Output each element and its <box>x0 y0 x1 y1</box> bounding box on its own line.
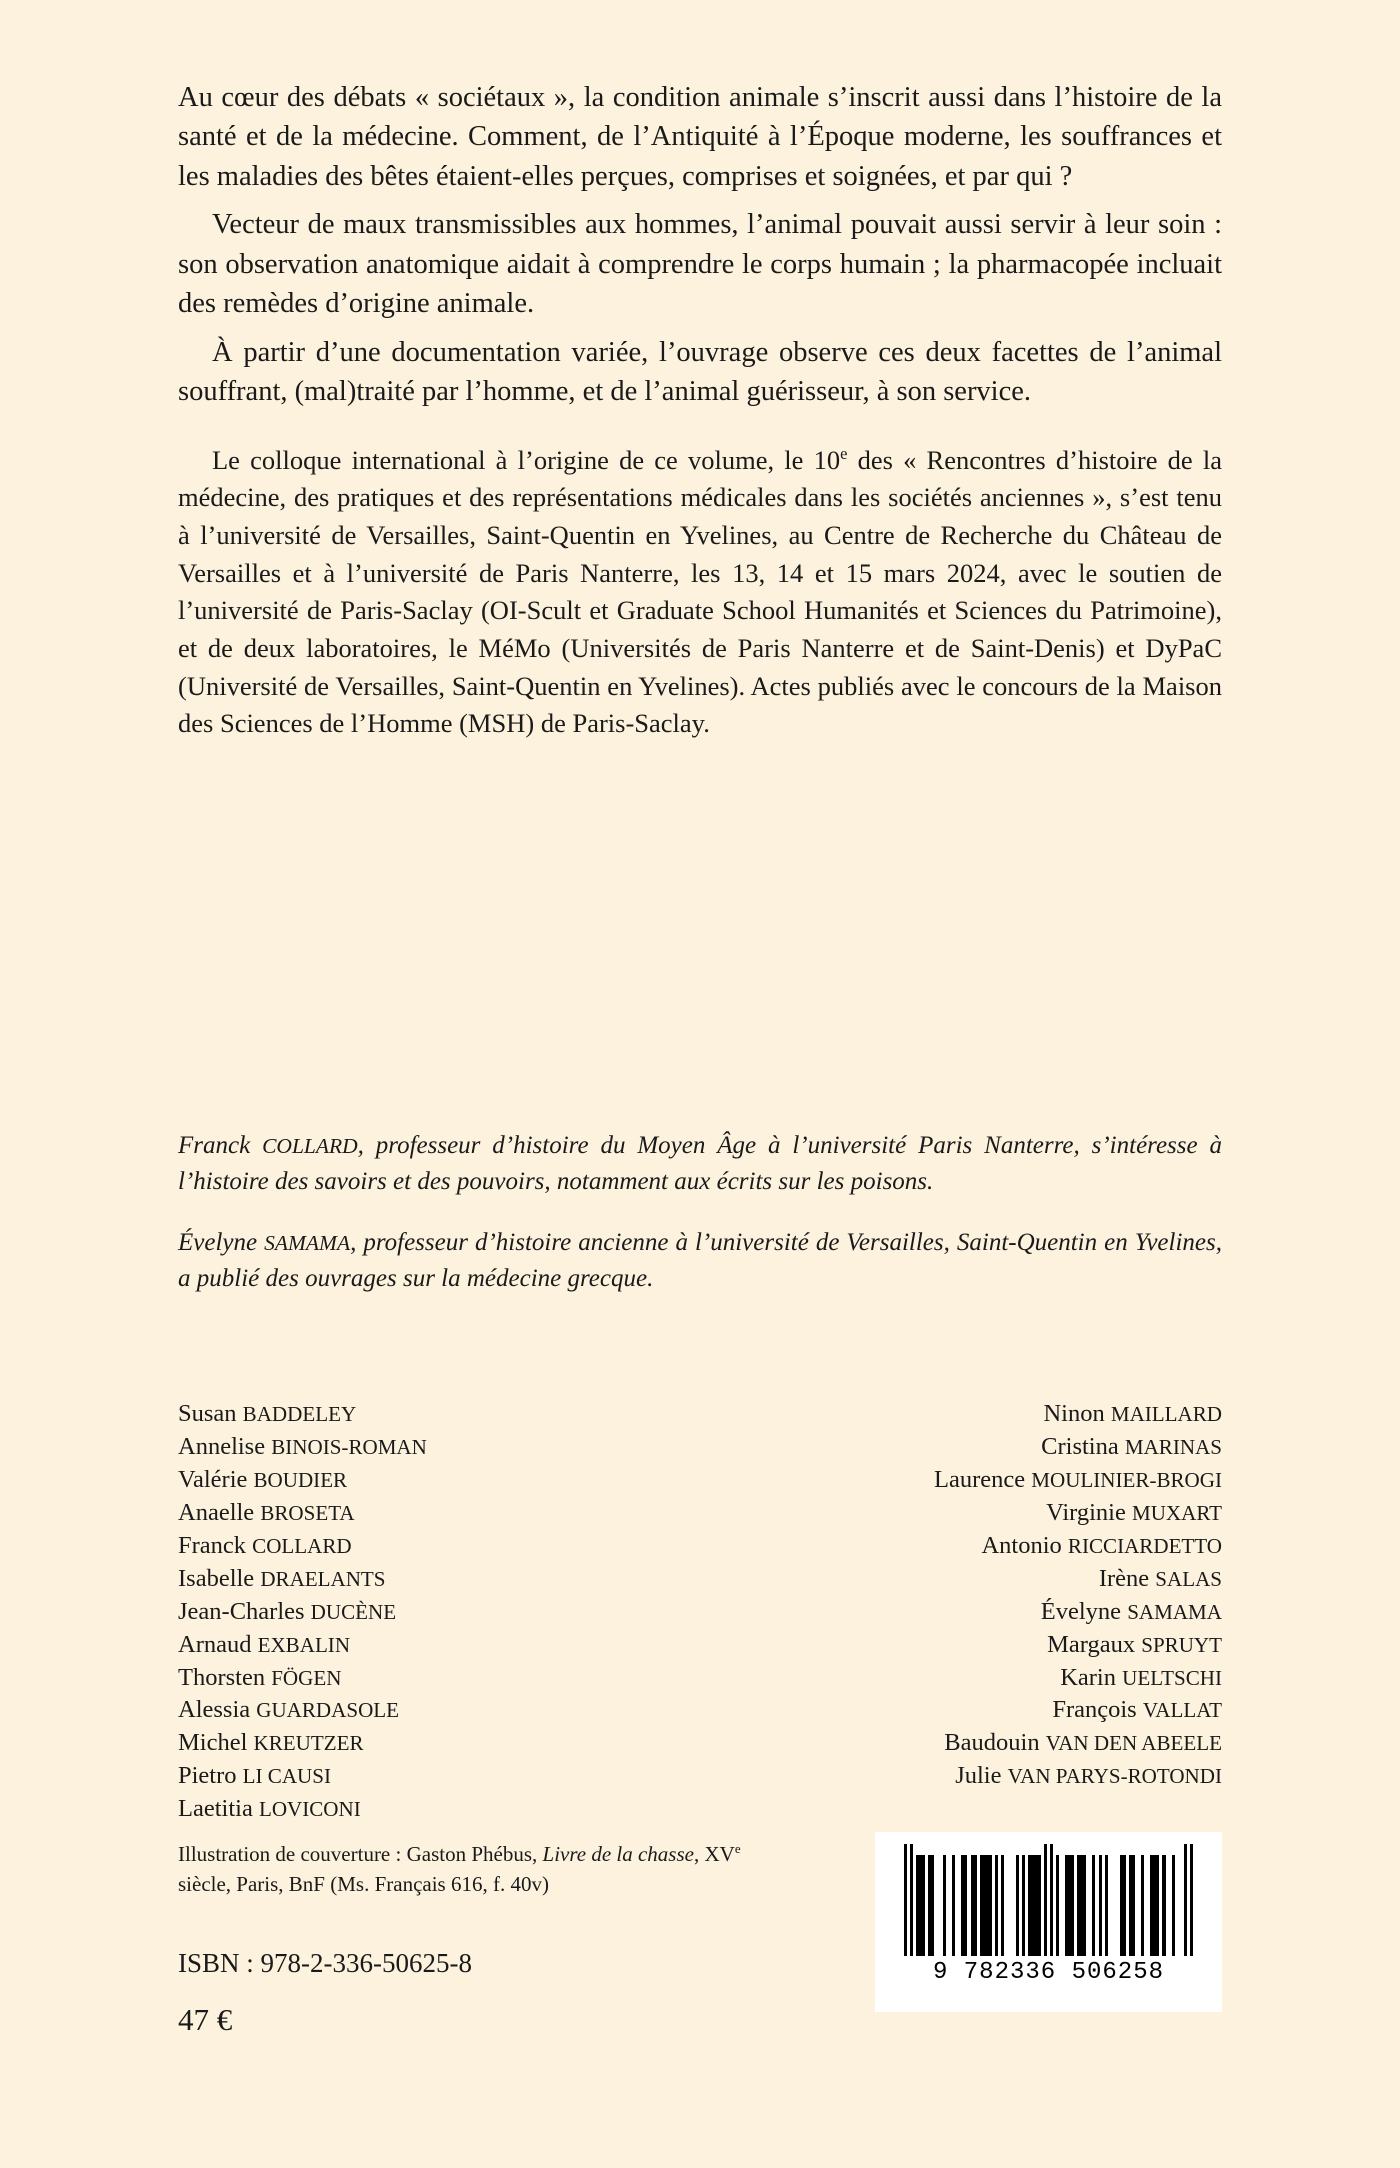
contributor-given-name: Michel <box>178 1729 254 1757</box>
contributor-family-name: SALAS <box>1155 1566 1222 1591</box>
contributor-item <box>178 1760 427 1793</box>
contributor-family-name: VAN PARYS-ROTONDI <box>1007 1764 1222 1789</box>
contributor-item <box>934 1727 1222 1760</box>
contributor-family-name: BINOIS-ROMAN <box>271 1434 427 1459</box>
contributor-item <box>178 1497 427 1530</box>
credit-prefix: Illustration de couverture : Gaston Phébus, <box>178 1842 543 1866</box>
contributor-item <box>934 1596 1222 1629</box>
contributor-given-name: Thorsten <box>178 1663 272 1691</box>
contributor-item <box>934 1530 1222 1563</box>
contributor-item <box>178 1793 427 1826</box>
contributor-family-name: MOULINIER-BROGI <box>1031 1467 1222 1492</box>
contributor-item <box>178 1662 427 1695</box>
contributor-family-name: DUCÈNE <box>310 1599 397 1624</box>
editor-bio-1 <box>178 1128 1222 1199</box>
contributor-family-name: GUARDASOLE <box>256 1698 400 1723</box>
contributor-family-name: RICCIARDETTO <box>1067 1533 1222 1558</box>
contributor-item <box>178 1530 427 1563</box>
contributor-family-name: LI CAUSI <box>242 1764 331 1789</box>
contributor-item <box>178 1563 427 1596</box>
contributor-family-name: LOVICONI <box>258 1797 361 1822</box>
contributor-family-name: DRAELANTS <box>260 1566 386 1591</box>
editor-2-given-name: Évelyne <box>178 1229 265 1256</box>
contributor-given-name: Virginie <box>1046 1498 1132 1526</box>
contributor-item <box>934 1398 1222 1431</box>
contributor-item <box>934 1431 1222 1464</box>
editor-1-given-name: Franck <box>178 1132 263 1159</box>
barcode-bars <box>904 1844 1194 1956</box>
contributor-given-name: Karin <box>1060 1663 1123 1691</box>
contributor-family-name: SAMAMA <box>1127 1599 1222 1624</box>
contributor-given-name: Jean-Charles <box>178 1597 311 1625</box>
editor-1-description: , professeur d’histoire du Moyen Âge à l’université Paris Nanterre, s’intéresse à l’histoire des savoirs et des pouvoirs, notamment aux écrits sur les poisons. <box>178 1132 1222 1195</box>
contributor-family-name: VALLAT <box>1142 1698 1222 1723</box>
contributor-item <box>934 1694 1222 1727</box>
contributor-family-name: BADDELEY <box>242 1402 357 1426</box>
contributors-column-left <box>178 1398 427 1826</box>
contributor-given-name: Margaux <box>1047 1630 1142 1658</box>
contributor-item <box>178 1629 427 1662</box>
contributor-given-name: Laetitia <box>178 1795 259 1823</box>
colloque-paragraph <box>178 442 1222 743</box>
contributor-item <box>934 1464 1222 1497</box>
editor-1-family-name: COLLARD <box>262 1134 358 1158</box>
contributor-item <box>178 1431 427 1464</box>
contributor-given-name: Baudouin <box>944 1729 1046 1757</box>
contributor-item <box>178 1464 427 1497</box>
contributor-item <box>934 1662 1222 1695</box>
contributor-given-name: François <box>1052 1696 1143 1724</box>
contributors-column-right <box>934 1398 1222 1826</box>
credit-suffix: siècle, Paris, BnF (Ms. Français 616, f. 40v) <box>178 1871 549 1896</box>
contributor-family-name: SPRUYT <box>1141 1632 1222 1657</box>
contributor-given-name: Julie <box>955 1762 1008 1790</box>
ordinal-suffix: e <box>840 443 848 463</box>
contributor-family-name: BOUDIER <box>253 1467 348 1492</box>
contributor-item <box>934 1497 1222 1530</box>
contributor-family-name: FÖGEN <box>271 1665 342 1690</box>
contributor-given-name: Laurence <box>934 1465 1032 1493</box>
barcode-digits: 9 782336 506258 <box>932 1959 1165 1986</box>
contributor-given-name: Pietro <box>178 1762 243 1790</box>
credit-century-prefix: , XV <box>693 1842 735 1866</box>
editor-bios <box>178 1128 1222 1296</box>
contributor-item <box>178 1596 427 1629</box>
contributor-family-name: EXBALIN <box>257 1632 351 1657</box>
contributor-given-name: Anaelle <box>178 1498 261 1526</box>
contributor-family-name: MUXART <box>1131 1500 1222 1525</box>
contributor-given-name: Irène <box>1098 1564 1156 1592</box>
contributor-family-name: MAILLARD <box>1110 1402 1222 1426</box>
editor-2-description: , professeur d’histoire ancienne à l’université de Versailles, Saint-Quentin en Yvelines, a publié des ouvrages sur la médecine grecque. <box>178 1229 1222 1292</box>
credit-work-title: Livre de la chasse <box>542 1842 694 1866</box>
contributor-family-name: MARINAS <box>1124 1434 1222 1459</box>
contributor-given-name: Susan <box>178 1400 243 1427</box>
contributor-item <box>934 1563 1222 1596</box>
contributor-item <box>178 1398 427 1431</box>
contributor-given-name: Antonio <box>981 1531 1068 1559</box>
blurb-paragraph-1: Au cœur des débats « sociétaux », la condition animale s’inscrit aussi dans l’histoire de la santé et de la médecine. Comment, de l’Antiquité à l’Époque moderne, les souffrances et les maladies des bêtes étaient-elles perçues, comprises et soignées, et par qui ? <box>178 82 1222 192</box>
contributor-given-name: Évelyne <box>1040 1597 1128 1625</box>
contributor-item <box>178 1694 427 1727</box>
credit-century-ordinal: e <box>734 1841 741 1856</box>
contributor-family-name: BROSETA <box>260 1500 355 1525</box>
contributor-given-name: Arnaud <box>178 1630 258 1658</box>
contributor-given-name: Franck <box>178 1531 253 1559</box>
editor-2-family-name: SAMAMA <box>264 1231 351 1255</box>
contributor-item <box>934 1629 1222 1662</box>
isbn-text: ISBN : 978-2-336-50625-8 <box>178 1948 472 1978</box>
contributor-given-name: Alessia <box>178 1696 257 1724</box>
contributor-given-name: Valérie <box>178 1465 254 1493</box>
contributor-family-name: UELTSCHI <box>1122 1665 1222 1690</box>
contributor-family-name: KREUTZER <box>253 1731 364 1756</box>
editor-bio-2 <box>178 1225 1222 1296</box>
contributor-family-name: COLLARD <box>252 1533 352 1558</box>
contributor-item <box>934 1760 1222 1793</box>
colloque-text-before: Le colloque international à l’origine de ce volume, le 10 <box>212 444 841 475</box>
blurb-paragraph-3: À partir d’une documentation variée, l’ouvrage observe ces deux facettes de l’animal souffrant, (mal)traité par l’homme, et de l’animal guérisseur, à son service. <box>178 336 1222 408</box>
barcode <box>875 1832 1222 2012</box>
contributor-family-name: VAN DEN ABEELE <box>1045 1731 1222 1756</box>
contributor-given-name: Annelise <box>178 1432 272 1460</box>
contributor-given-name: Cristina <box>1041 1432 1125 1460</box>
contributor-given-name: Ninon <box>1043 1400 1111 1427</box>
colloque-text-after: des « Rencontres d’histoire de la médecine, des pratiques et des représentations médicales dans les sociétés anciennes », s’est tenu à l’université de Versailles, Saint-Quentin en Yvelines, au Centre de Recherche du Château de Versailles et à l’université de Paris Nanterre, les 13, 14 et 15 mars 2024, avec le soutien de l’université de Paris-Saclay (OI-Scult et Graduate School Humanités et Sciences du Patrimoine), et de deux laboratoires, le MéMo (Universités de Paris Nanterre et de Saint-Denis) et DyPaC (Université de Versailles, Saint-Quentin en Yvelines). Actes publiés avec le concours de la Maison des Sciences de l’Homme (MSH) de Paris-Saclay. <box>178 444 1222 739</box>
cover-illustration-credit <box>178 1840 748 1900</box>
blurb-section <box>178 78 1222 743</box>
back-cover-page <box>178 0 1222 2168</box>
blurb-paragraph-2: Vecteur de maux transmissibles aux hommes, l’animal pouvait aussi servir à leur soin : son observation anatomique aidait à comprendre le corps humain ; la pharmacopée incluait des remèdes d’origine animale. <box>178 209 1222 320</box>
contributor-item <box>178 1727 427 1760</box>
contributors-list <box>178 1398 1222 1826</box>
price-text: 47 € <box>178 2002 233 2037</box>
contributor-given-name: Isabelle <box>178 1564 261 1592</box>
